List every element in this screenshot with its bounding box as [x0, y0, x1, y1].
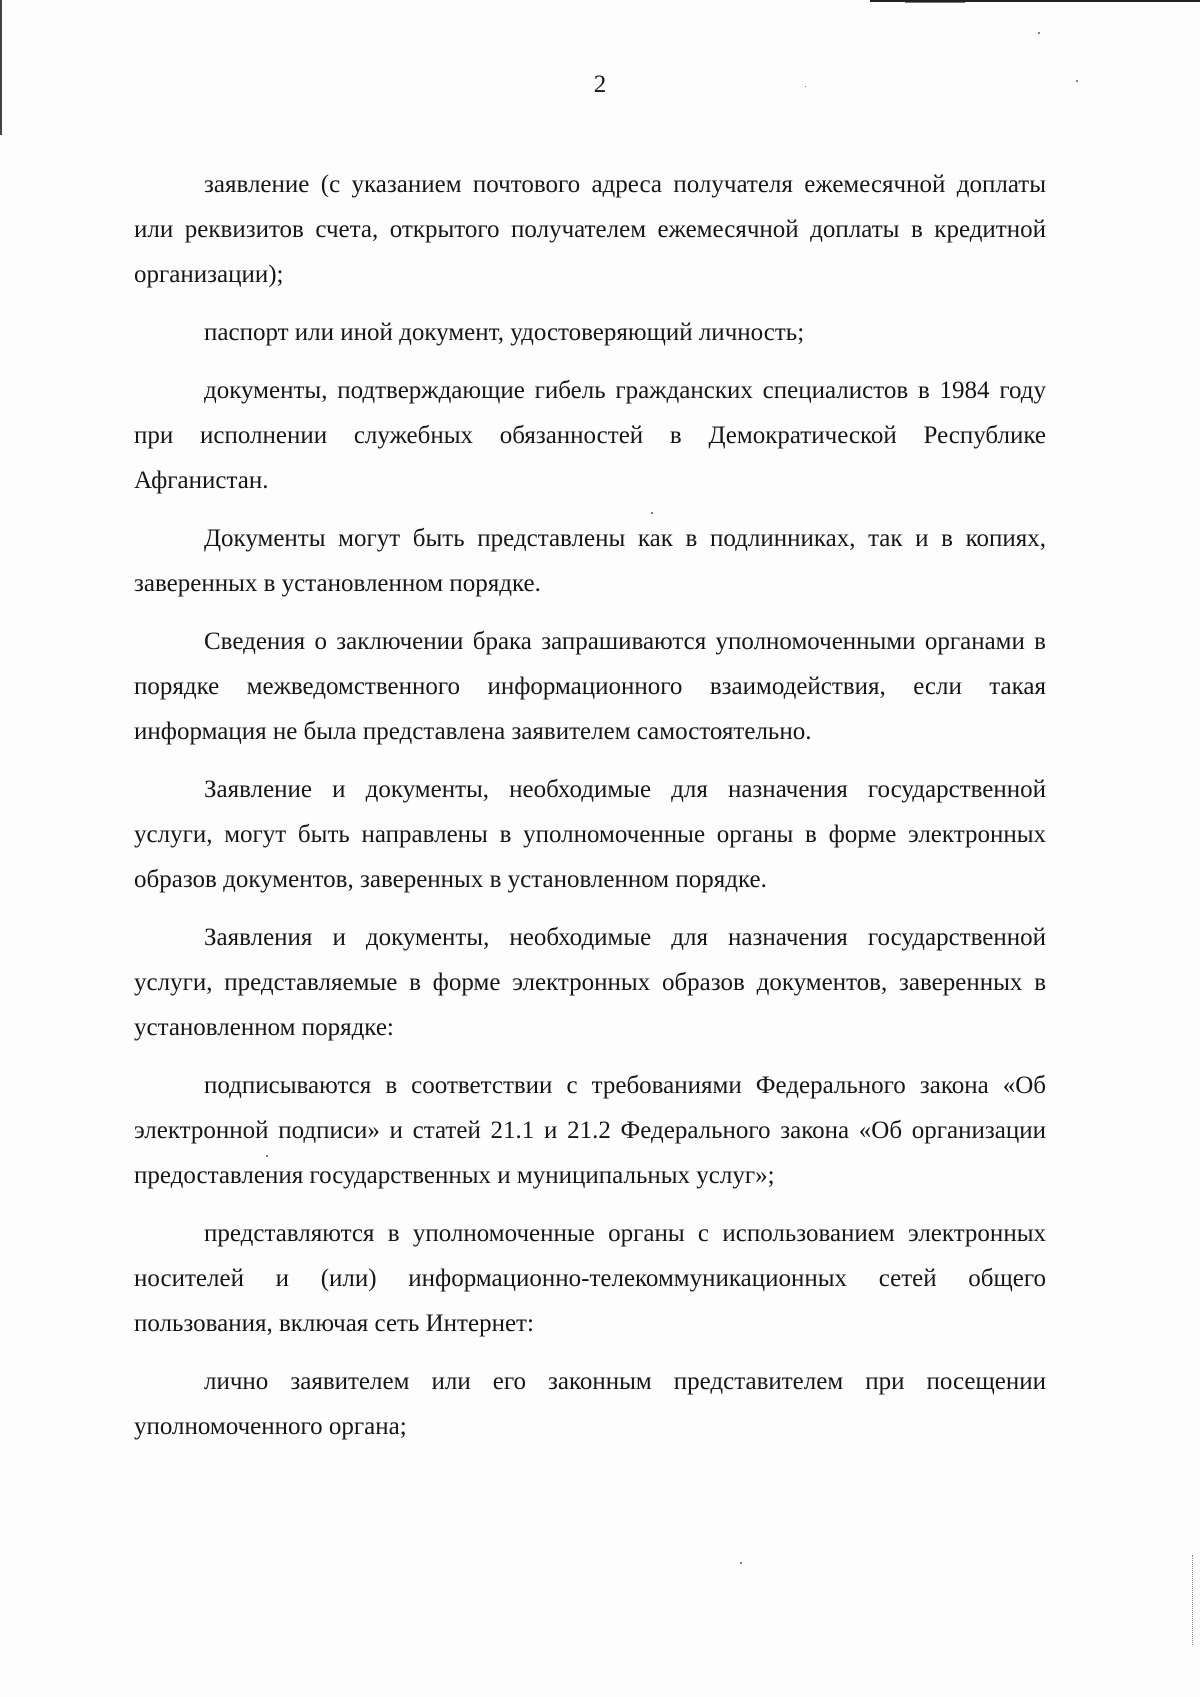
- paragraph-death-documents: документы, подтверждающие гибель гражданских специалистов в 1984 году при исполнении служебных обязанностей в Демократической Республике Афганистан.: [134, 377, 1046, 494]
- scan-edge-left: [0, 0, 2, 135]
- scan-speck: [1038, 32, 1040, 34]
- paragraph-electronic-images: Заявления и документы, необходимые для назначения государственной услуги, представляемые в форме электронных образов документов, заверенных в установленном порядке:: [134, 924, 1046, 1041]
- document-body: [134, 162, 1046, 1449]
- paragraph-application: заявление (с указанием почтового адреса получателя ежемесячной доплаты или реквизитов счета, открытого получателем ежемесячной доплаты в кредитной организации);: [134, 171, 1046, 288]
- page-number: 2: [593, 71, 607, 98]
- paragraph-in-person: лично заявителем или его законным представителем при посещении уполномоченного органа;: [134, 1368, 1046, 1440]
- scan-edge-right: [1192, 1555, 1194, 1645]
- paragraph-marriage-info: Сведения о заключении брака запрашиваются уполномоченными органами в порядке межведомственного информационного взаимодействия, если такая информация не была представлена заявителем самостоятельно.: [134, 628, 1046, 745]
- scan-edge-top-secondary: [905, 2, 965, 3]
- scan-speck: [740, 1562, 742, 1564]
- paragraph-originals-copies: Документы могут быть представлены как в подлинниках, так и в копиях, заверенных в установленном порядке.: [134, 525, 1046, 597]
- paragraph-delivery-channels: представляются в уполномоченные органы с использованием электронных носителей и (или) информационно-телекоммуникационных сетей общего пользования, включая сеть Интернет:: [134, 1220, 1046, 1337]
- paragraph-electronic-submission: Заявление и документы, необходимые для назначения государственной услуги, могут быть направлены в уполномоченные органы в форме электронных образов документов, заверенных в установленном порядке.: [134, 776, 1046, 893]
- paragraph-signing: подписываются в соответствии с требованиями Федерального закона «Об электронной подписи» и статей 21.1 и 21.2 Федерального закона «Об организации предоставления государственных и муниципальных услуг»;: [134, 1072, 1046, 1189]
- paragraph-passport: паспорт или иной документ, удостоверяющий личность;: [204, 319, 805, 346]
